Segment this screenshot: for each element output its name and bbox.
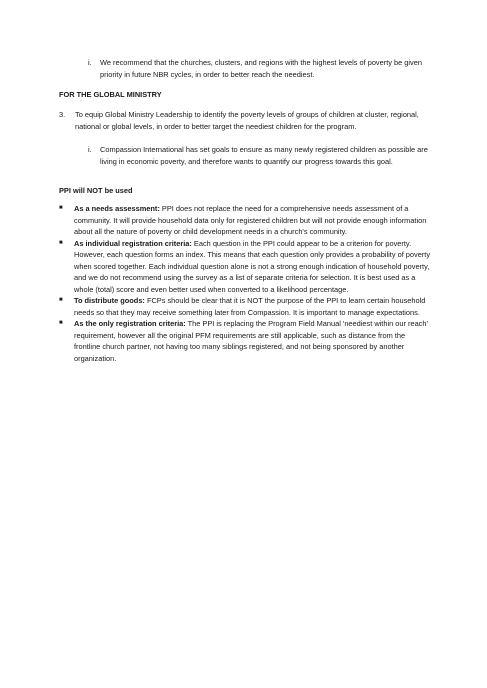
bullet-text: PPI does not replace the need for a comprehensive needs assessment of a community. It will provide household data only for registered children but will not provide enough information about all the nature of poverty or child development needs in a church's community. bbox=[74, 204, 427, 236]
bullet-icon: ■ bbox=[59, 239, 63, 246]
bullet-label: As the only registration criteria: bbox=[74, 319, 186, 328]
list-item-only-registration bbox=[59, 318, 431, 364]
list-marker: 3. bbox=[59, 110, 66, 119]
bullet-label: To distribute goods: bbox=[74, 296, 145, 305]
list-item-distribute-goods bbox=[59, 295, 431, 318]
list-marker: i. bbox=[88, 58, 92, 67]
list-item-individual-registration bbox=[59, 238, 431, 296]
numbered-item-text: To equip Global Ministry Leadership to identify the poverty levels of groups of children at cluster, regional, national or global levels, in order to better target the neediest children for the program. bbox=[75, 110, 419, 131]
section-heading-ppi-not-used: PPI will NOT be used bbox=[59, 186, 133, 195]
numbered-item-3 bbox=[59, 109, 431, 132]
list-item-needs-assessment bbox=[59, 203, 431, 238]
bullet-icon: ■ bbox=[59, 297, 63, 303]
bullet-text: The PPI is replacing the Program Field Manual 'neediest within our reach' requirement, however all the original PFM requirements are still applicable, such as distance from the frontline church partner, not having too many siblings registered, and not being sponsored by another organization. bbox=[74, 319, 428, 363]
ppi-not-used-list bbox=[59, 203, 431, 364]
sub-item-text: Compassion International has set goals to ensure as many newly registered children as possible are living in economic poverty, and therefore wants to quantify our progress towards this goal. bbox=[100, 145, 428, 166]
bullet-icon: ■ bbox=[59, 205, 63, 211]
bullet-icon: ■ bbox=[59, 320, 63, 326]
list-marker: i. bbox=[88, 145, 92, 154]
recommendation-text: We recommend that the churches, clusters, and regions with the highest levels of poverty be given priority in future NBR cycles, in order to better reach the neediest. bbox=[100, 58, 422, 79]
recommendation-item bbox=[88, 57, 431, 80]
sub-item-compassion-goal bbox=[88, 144, 431, 167]
bullet-text: FCPs should be clear that it is NOT the purpose of the PPI to learn certain household needs so that they may receive something later from Compassion. It is important to manage expectations. bbox=[74, 296, 426, 317]
bullet-text: Each question in the PPI could appear to be a criterion for poverty. However, each question forms an index. This means that each question only provides a probability of poverty when scored together. Each individual question alone is not a strong enough indication of household poverty, and we do not recommend using the survey as a list of separate criteria for selection. It is best used as a whole (total) score and even better used when converted to a likelihood percentage. bbox=[74, 238, 431, 294]
bullet-label: As a needs assessment: bbox=[74, 204, 160, 213]
bullet-label: As individual registration criteria: bbox=[74, 238, 192, 248]
section-heading-global-ministry: FOR THE GLOBAL MINISTRY bbox=[59, 90, 162, 99]
